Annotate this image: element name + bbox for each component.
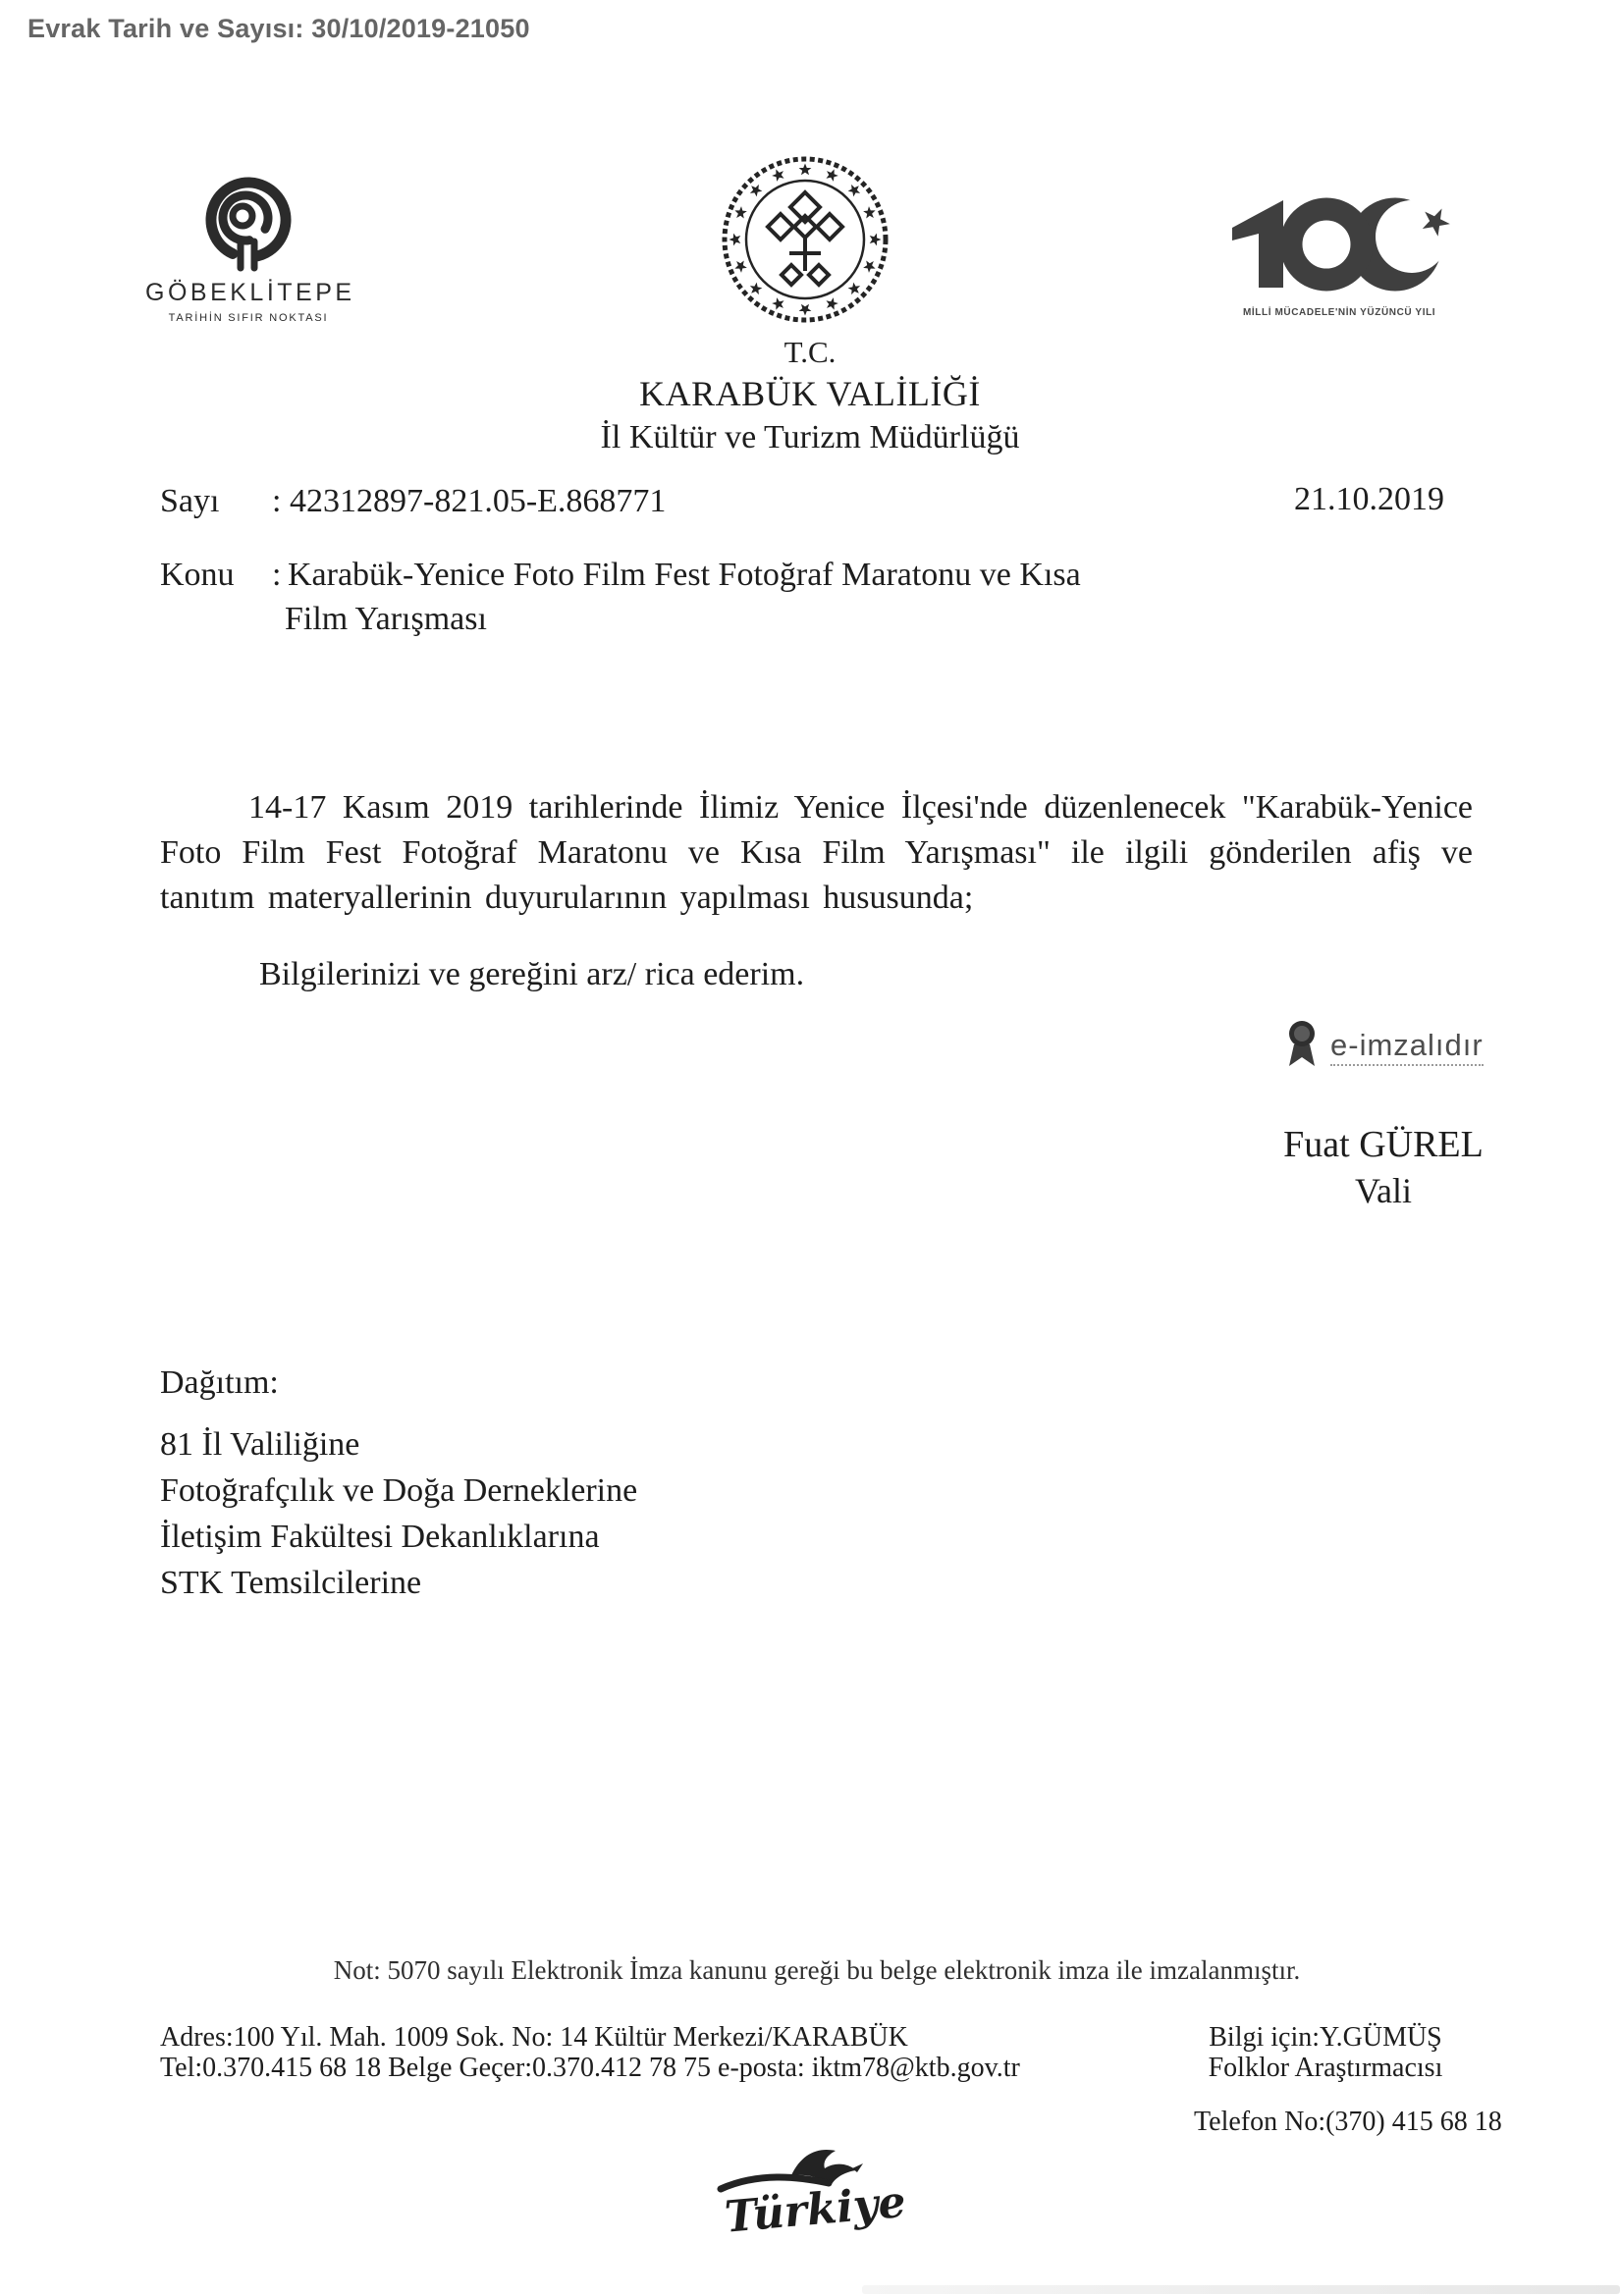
centennial-100-crescent-star-icon [1228, 282, 1454, 298]
gobeklitepe-title: GÖBEKLİTEPE [145, 279, 355, 306]
konu-colon: : [272, 557, 282, 593]
rosette-medal-icon [1284, 1019, 1320, 1075]
scan-artifact-bar [862, 2285, 1620, 2294]
esign-law-note: Not: 5070 sayılı Elektronik İmza kanunu gereği bu belge elektronik imza ile imzalanmıştır. [333, 1955, 1301, 1985]
sayi-value: 42312897-821.05-E.868771 [290, 483, 667, 519]
letterhead-directorate: İl Kültür ve Turizm Müdürlüğü [600, 419, 1020, 455]
gobeklitepe-spiral-icon [145, 177, 351, 275]
konu-value-line2: Film Yarışması [285, 601, 487, 637]
turkiye-script-text: Türkiye [723, 2176, 908, 2240]
distribution-item: 81 İl Valiliğine [160, 1426, 360, 1463]
signer-name: Fuat GÜREL [1283, 1124, 1484, 1165]
letterhead-tc: T.C. [783, 335, 837, 369]
document-date: 21.10.2019 [1294, 481, 1444, 517]
address-line: Adres:100 Yıl. Mah. 1009 Sok. No: 14 Kültür Merkezi/KARABÜK [160, 2022, 908, 2053]
esign-label: e-imzalıdır [1330, 1028, 1484, 1066]
konu-value-line1: Karabük-Yenice Foto Film Fest Fotoğraf Maratonu ve Kısa [288, 557, 1081, 593]
contact-phone: Telefon No:(370) 415 68 18 [1194, 2107, 1502, 2137]
distribution-list [160, 1421, 637, 1606]
government-seal-icon [721, 155, 890, 329]
document-date-number-stamp: Evrak Tarih ve Sayısı: 30/10/2019-21050 [27, 14, 530, 43]
distribution-heading: Dağıtım: [160, 1364, 279, 1401]
closing-sentence: Bilgilerinizi ve gereğini arz/ rica ederim. [259, 956, 805, 992]
e-signature-stamp [1284, 1019, 1484, 1075]
contact-person: Bilgi için:Y.GÜMÜŞ [1209, 2022, 1442, 2053]
konu-label: Konu [160, 557, 235, 593]
distribution-item: Fotoğrafçılık ve Doğa Derneklerine [160, 1472, 638, 1509]
letterhead [0, 335, 1620, 456]
gobeklitepe-logo [145, 177, 355, 324]
gobeklitepe-subtitle: TARİHİN SIFIR NOKTASI [168, 312, 329, 324]
signature-block [1280, 1123, 1486, 1211]
contact-block [1200, 2022, 1451, 2083]
distribution-item: STK Temsilcilerine [160, 1565, 422, 1601]
turkiye-logo [715, 2142, 911, 2245]
body-paragraph: 14-17 Kasım 2019 tarihlerinde İlimiz Yenice İlçesi'nde düzenlenecek "Karabük-Yenice Foto Film Fest Fotoğraf Maratonu ve Kısa Film Yarışması" ile ilgili gönderilen afiş ve tanıtım materyallerinin duyurularının yapılması hususunda; [160, 789, 1473, 916]
address-phone-line: Tel:0.370.415 68 18 Belge Geçer:0.370.412 78 75 e-posta: iktm78@ktb.gov.tr [160, 2053, 1020, 2083]
centennial-tagline: MİLLİ MÜCADELE'NİN YÜZÜNCÜ YILI [1243, 307, 1436, 318]
sayi-colon: : [272, 483, 282, 519]
signer-title: Vali [1355, 1171, 1412, 1210]
sayi-label: Sayı [160, 483, 220, 519]
letterhead-governorship: KARABÜK VALİLİĞİ [639, 374, 981, 413]
centennial-logo [1228, 194, 1464, 318]
address-block [160, 2022, 1020, 2083]
distribution-item: İletişim Fakültesi Dekanlıklarına [160, 1519, 600, 1555]
contact-role: Folklor Araştırmacısı [1208, 2053, 1443, 2083]
